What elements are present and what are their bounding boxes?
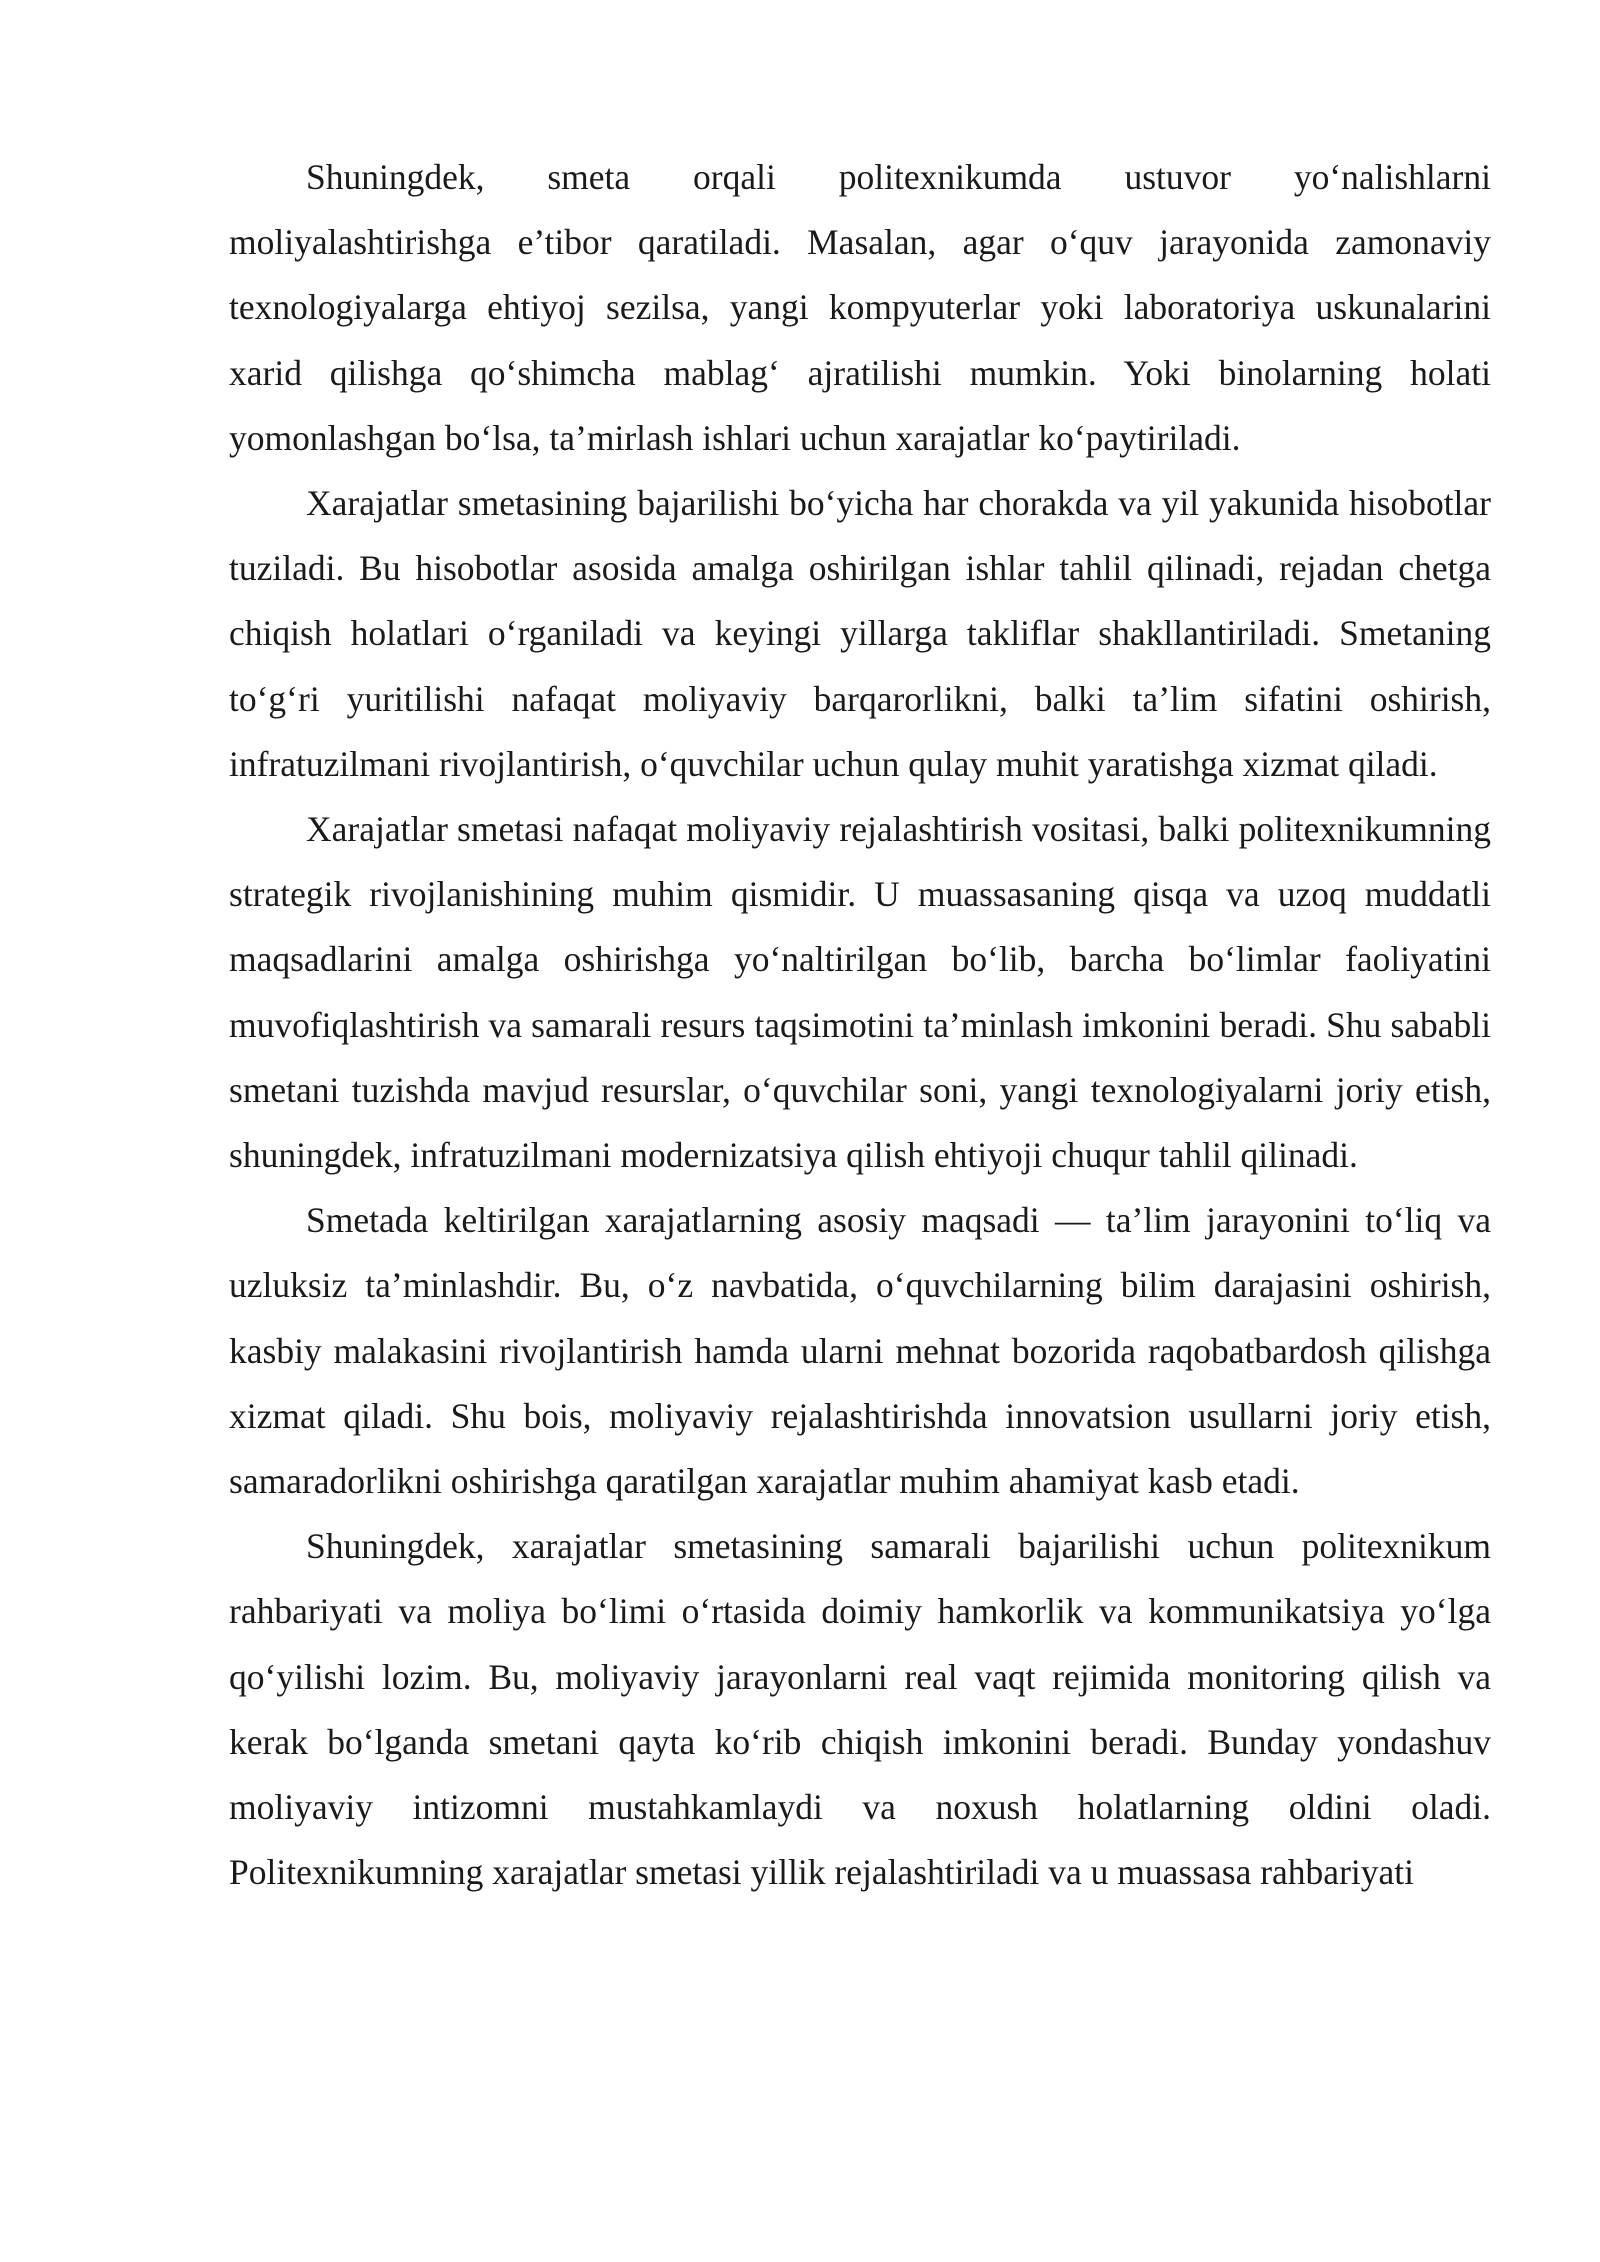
paragraph-2: Xarajatlar smetasining bajarilishi bo‘yicha har chorakda va yil yakunida hisobotlar tuziladi. Bu hisobotlar asosida amalga oshirilgan ishlar tahlil qilinadi, rejadan chetga chiqish holatlari o‘rganiladi va keyingi yillarga takliflar shakllantiriladi. Smetaning to‘g‘ri yuritilishi nafaqat moliyaviy barqarorlikni, balki ta’lim sifatini oshirish, infratuzilmani rivojlantirish, o‘quvchilar uchun qulay muhit yaratishga xizmat qiladi.	[229, 483, 1491, 784]
paragraph-3: Xarajatlar smetasi nafaqat moliyaviy rejalashtirish vositasi, balki politexnikumning strategik rivojlanishining muhim qismidir. U muassasaning qisqa va uzoq muddatli maqsadlarini amalga oshirishga yo‘naltirilgan bo‘lib, barcha bo‘limlar faoliyatini muvofiqlashtirish va samarali resurs taqsimotini ta’minlash imkonini beradi. Shu sababli smetani tuzishda mavjud resurslar, o‘quvchilar soni, yangi texnologiyalarni joriy etish, shuningdek, infratuzilmani modernizatsiya qilish ehtiyoji chuqur tahlil qilinadi.	[229, 809, 1491, 1176]
paragraph-1: Shuningdek, smeta orqali politexnikumda ustuvor yo‘nalishlarni moliyalashtirishga e’tibor qaratiladi. Masalan, agar o‘quv jarayonida zamonaviy texnologiyalarga ehtiyoj sezilsa, yangi kompyuterlar yoki laboratoriya uskunalarini xarid qilishga qo‘shimcha mablag‘ ajratilishi mumkin. Yoki binolarning holati yomonlashgan bo‘lsa, ta’mirlash ishlari uchun xarajatlar ko‘paytiriladi.	[229, 157, 1491, 458]
document-body	[229, 145, 1491, 1905]
paragraph-5: Shuningdek, xarajatlar smetasining samarali bajarilishi uchun politexnikum rahbariyati va moliya bo‘limi o‘rtasida doimiy hamkorlik va kommunikatsiya yo‘lga qo‘yilishi lozim. Bu, moliyaviy jarayonlarni real vaqt rejimida monitoring qilish va kerak bo‘lganda smetani qayta ko‘rib chiqish imkonini beradi. Bunday yondashuv moliyaviy intizomni mustahkamlaydi va noxush holatlarning oldini oladi. Politexnikumning xarajatlar smetasi yillik rejalashtiriladi va u muassasa rahbariyati	[229, 1526, 1491, 1893]
paragraph-4: Smetada keltirilgan xarajatlarning asosiy maqsadi — ta’lim jarayonini to‘liq va uzluksiz ta’minlashdir. Bu, o‘z navbatida, o‘quvchilarning bilim darajasini oshirish, kasbiy malakasini rivojlantirish hamda ularni mehnat bozorida raqobatbardosh qilishga xizmat qiladi. Shu bois, moliyaviy rejalashtirishda innovatsion usullarni joriy etish, samaradorlikni oshirishga qaratilgan xarajatlar muhim ahamiyat kasb etadi.	[229, 1200, 1491, 1502]
